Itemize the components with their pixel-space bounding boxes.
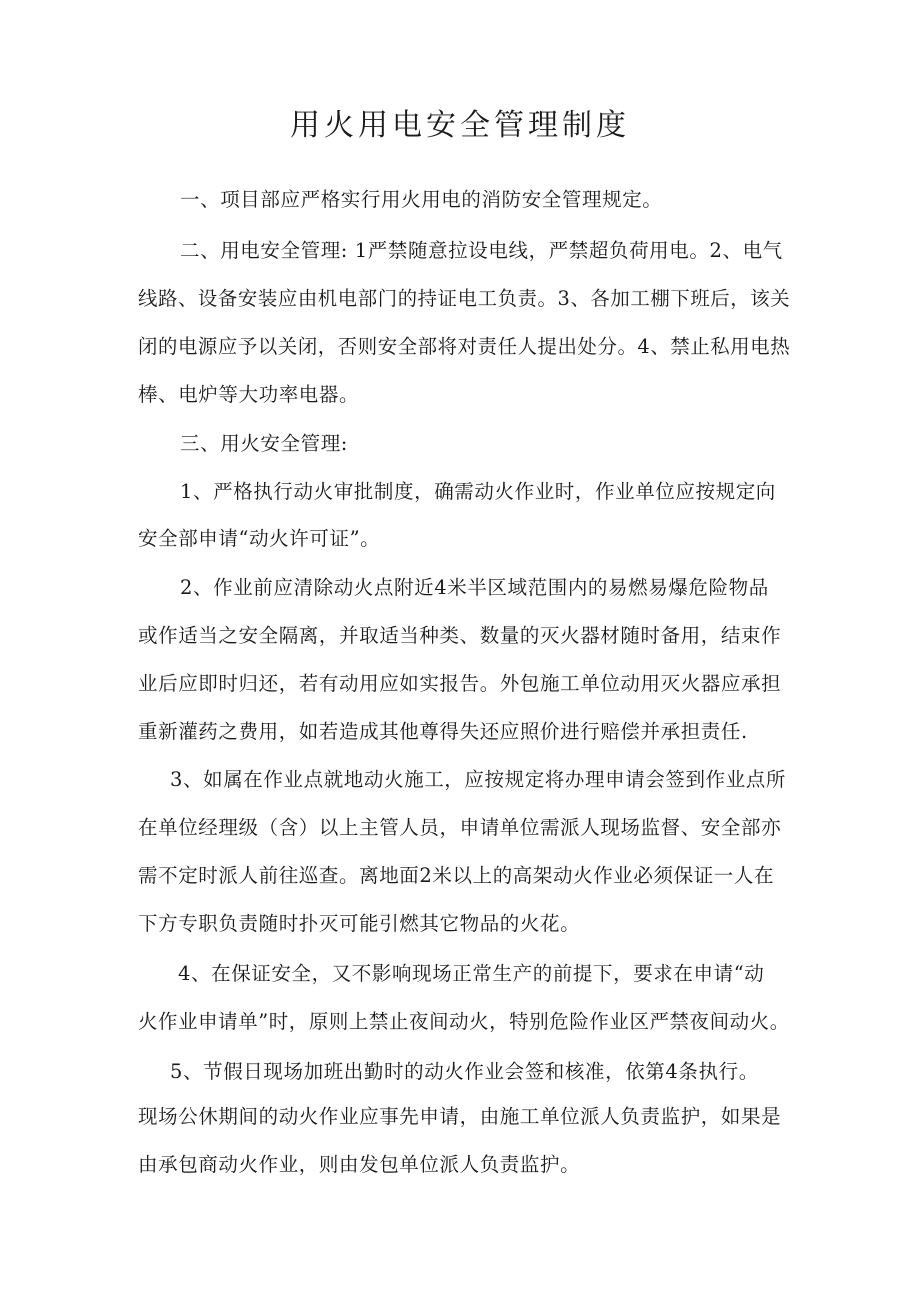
- item-1-line-1: 1、严格执行动火审批制度，确需动火作业时，作业单位应按规定向: [180, 480, 776, 503]
- item-3-line-3: 需不定时派人前往巡查。离地面2米以上的高架动火作业必须保证一人在: [138, 864, 775, 887]
- document-title: 用火用电安全管理制度: [290, 108, 630, 143]
- item-1-line-2: 安全部申请“动火许可证”。: [138, 527, 381, 550]
- paragraph-1-line-1: 一、项目部应严格实行用火用电的消防安全管理规定。: [180, 188, 663, 211]
- paragraph-2-line-1: 二、用电安全管理: 1严禁随意拉设电线，严禁超负荷用电。2、电气: [180, 239, 783, 262]
- item-4-line-2: 火作业申请单”时，原则上禁止夜间动火，特别危险作业区严禁夜间动火。: [138, 1010, 790, 1033]
- item-3-line-2: 在单位经理级（含）以上主管人员，申请单位需派人现场监督、安全部亦: [138, 816, 782, 839]
- item-2-line-2: 或作适当之安全隔离，并取适当种类、数量的灭火器材随时备用，结束作: [138, 624, 782, 647]
- item-4-line-1: 4、在保证安全，又不影响现场正常生产的前提下，要求在申请“动: [178, 962, 765, 985]
- item-5-line-1: 5、节假日现场加班出勤时的动火作业会签和核准，依第4条执行。: [170, 1060, 759, 1083]
- paragraph-2-line-3: 闭的电源应予以关闭，否则安全部将对责任人提出处分。4、禁止私用电热: [138, 335, 791, 358]
- item-3-line-4: 下方专职负责随时扑灭可能引燃其它物品的火花。: [138, 912, 581, 935]
- item-2-line-4: 重新灌药之费用，如若造成其他尊得失还应照价进行赔偿并承担责任.: [138, 720, 748, 743]
- item-2-line-3: 业后应即时归还，若有动用应如实报告。外包施工单位动用灭火器应承担: [138, 672, 782, 695]
- item-5-line-3: 由承包商动火作业，则由发包单位派人负责监护。: [138, 1153, 581, 1176]
- item-2-line-1: 2、作业前应清除动火点附近4米半区域范围内的易燃易爆危险物品: [180, 576, 769, 599]
- paragraph-2-line-4: 棒、电炉等大功率电器。: [138, 383, 360, 406]
- section-3-heading: 三、用火安全管理:: [180, 432, 348, 455]
- item-3-line-1: 3、如属在作业点就地动火施工，应按规定将办理申请会签到作业点所: [170, 768, 787, 791]
- item-5-line-2: 现场公休期间的动火作业应事先申请，由施工单位派人负责监护，如果是: [138, 1105, 782, 1128]
- paragraph-2-line-2: 线路、设备安装应由机电部门的持证电工负责。3、各加工棚下班后，该关: [138, 287, 791, 310]
